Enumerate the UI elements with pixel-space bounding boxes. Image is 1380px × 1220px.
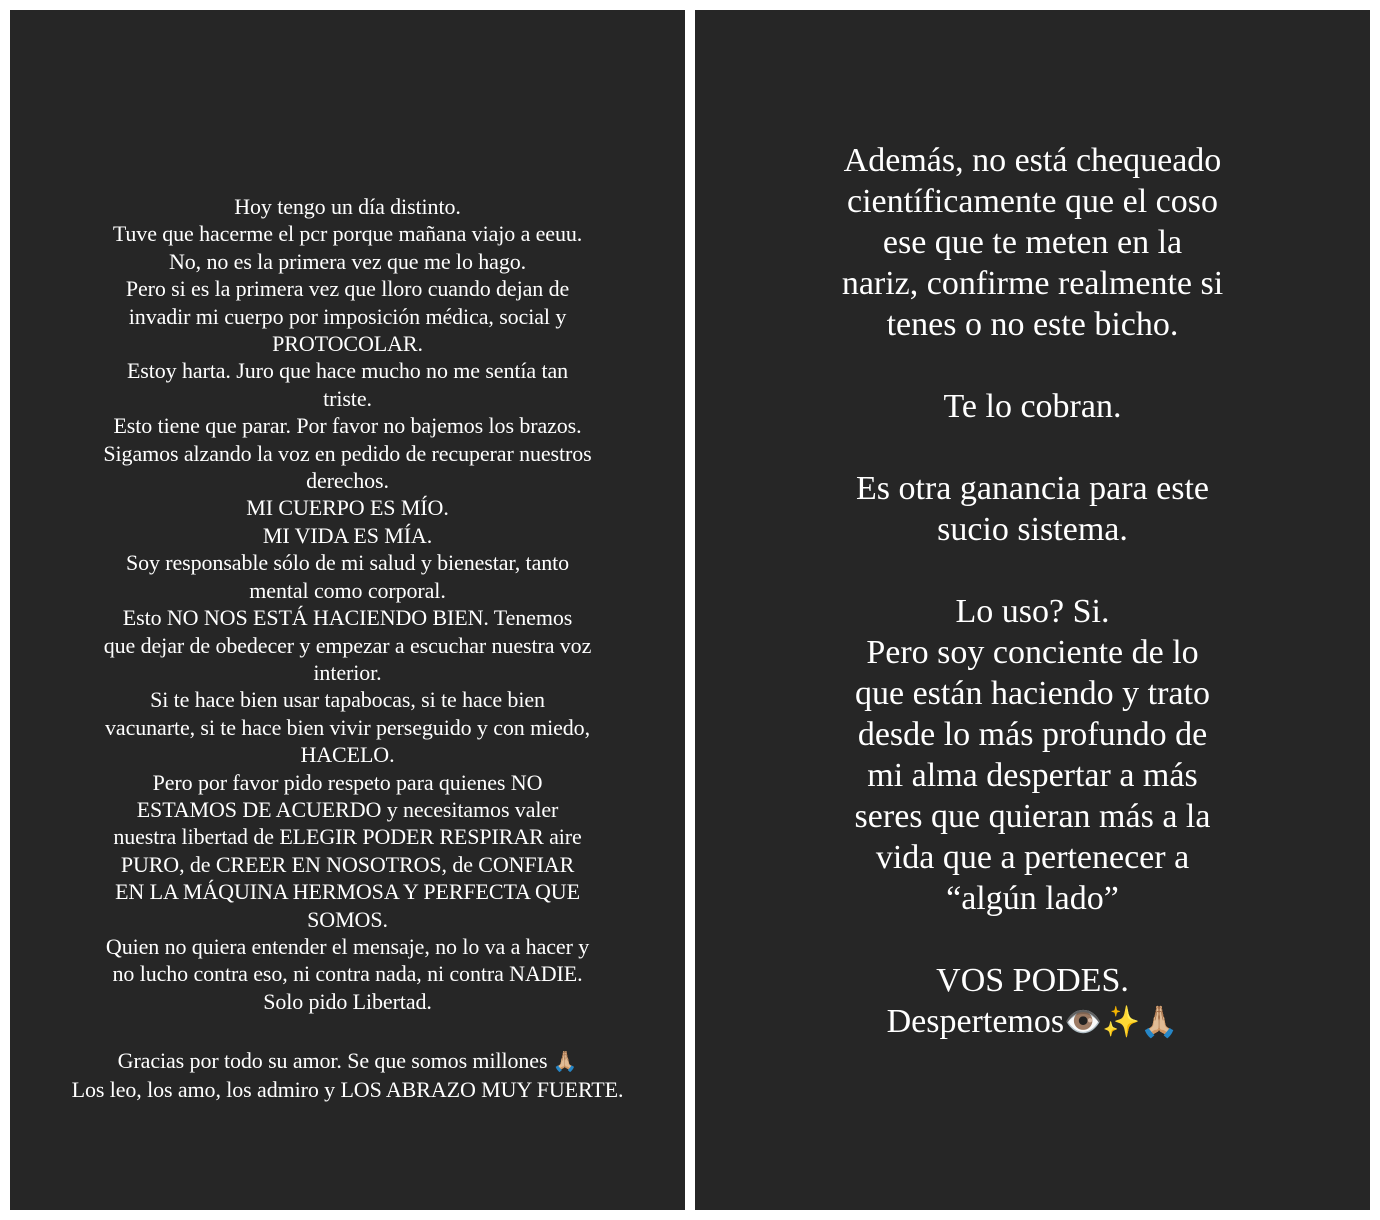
story-line: derechos. [306, 468, 389, 494]
story-line: mi alma despertar a más [867, 757, 1198, 794]
story-panel-left [10, 10, 685, 1210]
story-line: tenes o no este bicho. [886, 306, 1179, 343]
closing-line [695, 1001, 1370, 1043]
praying-hands-icon: 🙏🏼 [552, 1050, 578, 1074]
story-line: seres que quieran más a la [854, 798, 1211, 835]
paragraph-gap [695, 427, 1370, 468]
story-line: científicamente que el coso [847, 183, 1218, 220]
story-line: que dejar de obedecer y empezar a escuchar nuestra voz [103, 632, 592, 658]
story-line: Además, no está chequeado [843, 142, 1222, 179]
story-line: nuestra libertad de ELEGIR PODER RESPIRAR aire [113, 824, 582, 850]
story-line: Estoy harta. Juro que hace mucho no me sentía tan [126, 358, 569, 384]
story-line: Pero soy conciente de lo [866, 634, 1199, 671]
paragraph-gap [10, 1015, 685, 1047]
story-line: Lo uso? Si. [955, 593, 1110, 630]
paragraph-gap [695, 345, 1370, 386]
story-line: sucio sistema. [937, 511, 1128, 548]
story-line: interior. [313, 659, 382, 685]
story-line: SOMOS. [307, 906, 388, 932]
story-line: mental como corporal. [249, 577, 446, 603]
story-line: invadir mi cuerpo por imposición médica, social y [128, 303, 567, 329]
story-line: MI VIDA ES MÍA. [262, 522, 433, 548]
story-line: Sigamos alzando la voz en pedido de recuperar nuestros [103, 440, 592, 466]
story-line: Soy responsable sólo de mi salud y bienestar, tanto [125, 550, 570, 576]
paragraph-gap [695, 550, 1370, 591]
story-line: Pero por favor pido respeto para quienes NO [152, 769, 543, 795]
story-line: Hoy tengo un día distinto. [234, 194, 461, 219]
story-line: Solo pido Libertad. [263, 988, 432, 1014]
story-line: vida que a pertenecer a [875, 839, 1190, 876]
story-line: Es otra ganancia para este [855, 470, 1210, 507]
story-line: Pero si es la primera vez que lloro cuando dejan de [125, 276, 570, 302]
story-line: “algún lado” [946, 880, 1119, 917]
eye-sparkles-praying-hands-icon: 👁️✨🙏🏼 [1064, 1005, 1179, 1040]
story-line: nariz, confirme realmente si [841, 265, 1224, 302]
paragraph-gap [695, 919, 1370, 960]
story-line: Quien no quiera entender el mensaje, no lo va a hacer y [105, 933, 590, 959]
story-line: no lucho contra eso, ni contra nada, ni contra NADIE. [112, 961, 583, 987]
closing-line [10, 1047, 685, 1075]
story-line: PROTOCOLAR. [272, 331, 423, 357]
story-line: EN LA MÁQUINA HERMOSA Y PERFECTA QUE [115, 879, 580, 905]
closing-text: Gracias por todo su amor. Se que somos millones [117, 1048, 548, 1074]
story-line: Tuve que hacerme el pcr porque mañana viajo a eeuu. [112, 221, 583, 247]
story-line: No, no es la primera vez que me lo hago. [168, 248, 527, 274]
story-line: triste. [323, 385, 372, 411]
story-line: ese que te meten en la [882, 224, 1183, 261]
story-line: MI CUERPO ES MÍO. [246, 495, 449, 521]
story-line: vacunarte, si te hace bien vivir perseguido y con miedo, [105, 714, 590, 740]
story-text-left [10, 193, 685, 1103]
closing-text: Despertemos [886, 1003, 1065, 1040]
story-line: HACELO. [300, 742, 395, 768]
story-line: Esto tiene que parar. Por favor no bajemos los brazos. [113, 413, 582, 439]
story-line: desde lo más profundo de [857, 716, 1208, 753]
story-panel-right [695, 10, 1370, 1210]
story-line: ESTAMOS DE ACUERDO y necesitamos valer [136, 796, 559, 822]
closing-line: Los leo, los amo, los admiro y LOS ABRAZO MUY FUERTE. [71, 1076, 624, 1102]
story-line: PURO, de CREER EN NOSOTROS, de CONFIAR [120, 851, 575, 877]
closing-line: VOS PODES. [936, 962, 1129, 999]
story-text-right [695, 140, 1370, 1043]
story-line: Si te hace bien usar tapabocas, si te hace bien [150, 687, 545, 713]
story-line: Te lo cobran. [943, 388, 1122, 425]
story-line: Esto NO NOS ESTÁ HACIENDO BIEN. Tenemos [122, 605, 573, 631]
story-line: que están haciendo y trato [855, 675, 1210, 712]
